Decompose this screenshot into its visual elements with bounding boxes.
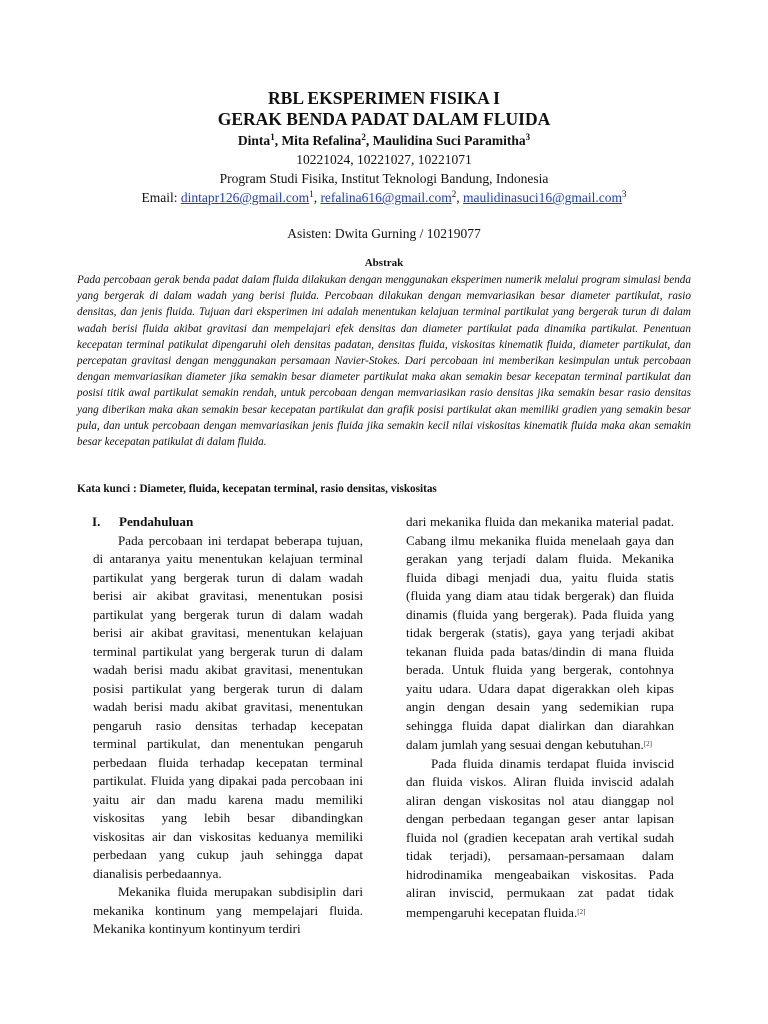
author-sup: 2 [361, 132, 366, 142]
author-sep: , [274, 133, 282, 148]
author-name: Maulidina Suci Paramitha [372, 133, 526, 148]
intro-paragraph-1: Pada percobaan ini terdapat beberapa tujuan, di antaranya yaitu menentukan kelajuan terminal partikulat yang bergerak turun di dalam wadah berisi air akibat gravitasi, menentukan posisi partikulat yang bergerak turun di dalam wadah berisi air akibat gravitasi, menentukan kelajuan terminal partikulat yang bergerak turun di dalam wadah berisi madu akibat gravitasi, menentukan posisi partikulat yang bergerak turun di dalam wadah berisi madu akibat gravitasi, menentukan pengaruh rasio densitas terhadap kecepatan terminal partikulat, dan menentukan pengaruh perbedaan fluida terhadap kecepatan terminal partikulat. Fluida yang dipakai pada percobaan ini yaitu air dan madu karena madu memiliki viskositas yang lebih besar dibandingkan viskositas air dan viskositas keduanya memiliki perbedaan yang cukup jauh sehingga dapat dianalisis perbedaannya. [93, 532, 363, 881]
email-sup: 2 [451, 189, 457, 199]
author-sup: 3 [525, 132, 531, 142]
intro-paragraph-2: Mekanika fluida merupakan subdisiplin dari mekanika kontinum yang mempelajari fluida. Mekanika kontinyum kontinyum terdiri [93, 884, 363, 936]
email-sup: 1 [309, 189, 314, 199]
abstract-title: Abstrak [364, 257, 404, 269]
paragraph-text: dari mekanika fluida dan mekanika material padat. Cabang ilmu mekanika fluida menelaah gaya dan gerakan yang terjadi dalam fluida. Mekanika fluida dibagi menjadi dua, yaitu fluida statis (fluida yang diam atau tidak bergerak) dan fluida dinamis (fluida yang bergerak). Pada fluida yang tidak bergerak (statis), gaya yang terjadi akibat tekanan fluida pada batas/dindin di mana fluida berada. Untuk fluida yang bergerak, contohnya yaitu udara. Udara dapat digerakkan oleh kipas angin dengan desain yang sedemikian rupa sehingga fluida dapat dialirkan dan diarahkan dalam jumlah yang sesuai dengan kebutuhan. [406, 514, 674, 752]
student-ids: 10221024, 10221027, 10221071 [296, 152, 472, 167]
paper-title-line2: GERAK BENDA PADAT DALAM FLUIDA [217, 109, 551, 129]
author-sup: 1 [270, 132, 275, 142]
intro-paragraph-3 [406, 513, 674, 755]
email-line [60, 188, 708, 207]
email-sep: , [456, 190, 463, 205]
author-sep: , [365, 133, 373, 148]
author-list [60, 131, 708, 150]
email-label: Email: [141, 190, 181, 205]
author-name: Dinta [237, 133, 271, 148]
section-number: I. [92, 514, 101, 529]
abstract-text: Pada percobaan gerak benda padat dalam fluida dilakukan dengan menggunakan eksperimen numerik melalui program simulasi benda yang bergerak di dalam wadah yang berisi fluida. Percobaan dilakukan dengan memvariasikan besar diameter partikulat, rasio densitas, dan jenis fluida. Tujuan dari eksperimen ini adalah menentukan kelajuan terminal partikulat yang bergerak turun di dalam wadah berisi fluida akibat gravitasi dan mempelajari efek densitas dan diameter partikulat pada dinamika partikulat. Penentuan kecepatan terminal patikulat dipengaruhi oleh densitas padatan, densitas fluida, viskositas kinematik fluida, diameter partikulat, dan percepatan gravitasi dengan menggunakan persamaan Navier-Stokes. Dari percobaan ini memberikan kesimpulan untuk percobaan dengan memvariasikan diameter jika semakin besar diameter partikulat maka akan semakin besar kecepatan terminal partikulat dan posisi titik awal partikulat semakin rendah, untuk percobaan dengan memvariasikan rasio densitas jika semakin besar rasio densitas yang diberikan maka akan semakin besar kecepatan partikulat dan grafik posisi partikulat akan memiliki gradien yang semakin besar pula, dan untuk percobaan dengan memvariasikan jenis fluida jika semakin kecil nilai viskositas kinematik fluida maka akan semakin besar kecepatan patikulat di dalam fluida. [77, 274, 691, 449]
email-link[interactable]: refalina616@gmail.com [320, 190, 452, 205]
paragraph-text: Pada fluida dinamis terdapat fluida inviscid dan fluida viskos. Aliran fluida inviscid adalah aliran dengan viskositas nol atau dianggap nol dengan perbedaan tegangan geser antar lapisan fluida nol (gradien kecepatan arah vertikal sudah tidak terjadi), persamaan-persamaan dalam hidrodinamika mengeabaikan viskositas. Pada aliran inviscid, permukaan zat padat tidak mempengaruhi kecepatan fluida. [406, 755, 674, 920]
email-sep: , [313, 190, 321, 205]
keywords: Kata kunci : Diameter, fluida, kecepatan terminal, rasio densitas, viskositas [77, 483, 437, 495]
paper-title-line1: RBL EKSPERIMEN FISIKA I [268, 88, 500, 108]
email-link[interactable]: dintapr126@gmail.com [180, 190, 310, 205]
assistant-line: Asisten: Dwita Gurning / 10219077 [287, 226, 481, 241]
section-heading [92, 513, 363, 532]
author-name: Mita Refalina [281, 133, 362, 148]
email-link[interactable]: maulidinasuci16@gmail.com [462, 190, 622, 205]
section-title: Pendahuluan [119, 514, 194, 529]
citation-ref[interactable]: [2] [643, 740, 652, 748]
email-sup: 3 [621, 189, 627, 199]
column-left [93, 513, 363, 939]
paper-header [60, 88, 708, 243]
column-right [406, 513, 674, 922]
affiliation: Program Studi Fisika, Institut Teknologi Bandung, Indonesia [219, 171, 549, 186]
intro-paragraph-4 [406, 755, 674, 923]
citation-ref[interactable]: [2] [577, 907, 586, 916]
